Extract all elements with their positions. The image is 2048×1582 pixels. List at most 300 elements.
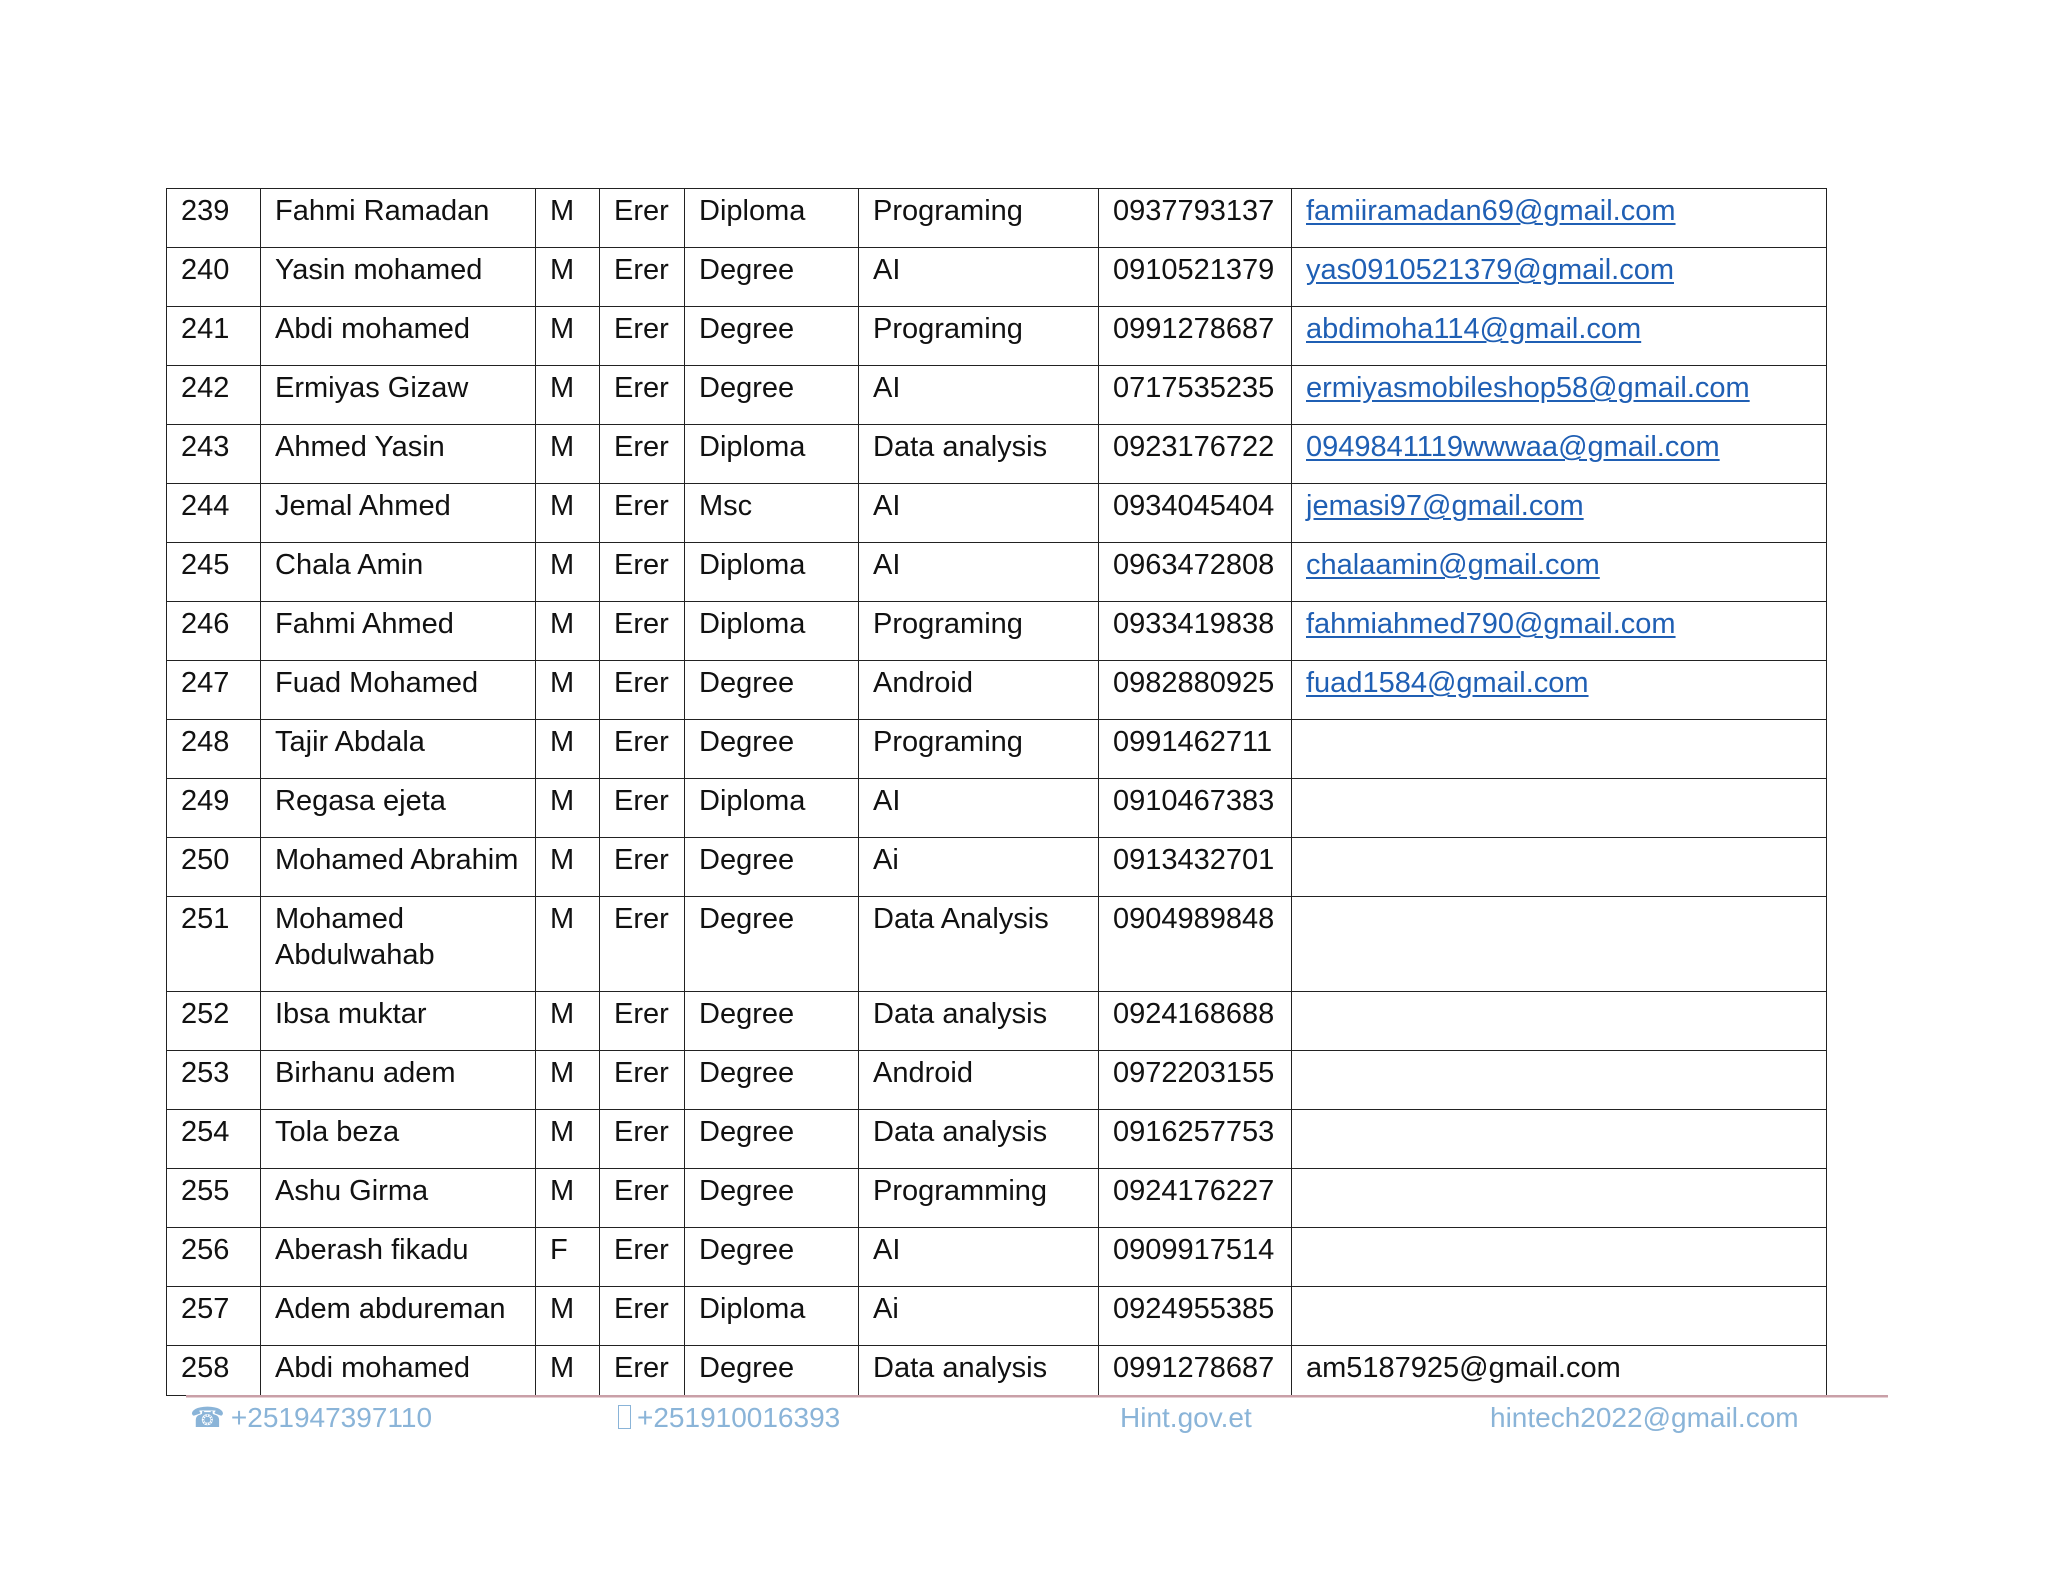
name-cell (261, 425, 536, 484)
phone-text: 0991278687 (1113, 1352, 1275, 1384)
name-text: Tajir Abdala (275, 726, 425, 758)
sex-cell (536, 307, 600, 366)
phone-cell (1099, 1169, 1292, 1228)
field-text: Programing (873, 726, 1023, 758)
row-number-text: 254 (181, 1116, 230, 1148)
sex-text: M (550, 372, 575, 404)
education-level-cell (685, 779, 859, 838)
location-text: Erer (614, 431, 669, 463)
sex-text: M (550, 903, 575, 935)
table-row (167, 992, 1827, 1051)
sex-text: M (550, 844, 575, 876)
location-cell (600, 720, 685, 779)
email-link[interactable]: 0949841119wwwaa@gmail.com (1306, 431, 1720, 463)
table-row (167, 897, 1827, 992)
row-number-cell (167, 366, 261, 425)
location-text: Erer (614, 1057, 669, 1089)
row-number-text: 247 (181, 667, 230, 699)
table-row (167, 602, 1827, 661)
location-text: Erer (614, 372, 669, 404)
table-row (167, 1110, 1827, 1169)
table-row (167, 484, 1827, 543)
education-level-text: Degree (699, 998, 795, 1030)
sex-cell (536, 1287, 600, 1346)
phone-cell (1099, 602, 1292, 661)
email-cell (1292, 1346, 1827, 1396)
phone-cell (1099, 366, 1292, 425)
education-level-text: Degree (699, 1057, 795, 1089)
location-cell (600, 1228, 685, 1287)
name-text: Chala Amin (275, 549, 424, 581)
mobile-phone-icon (618, 1405, 631, 1429)
field-cell (859, 779, 1099, 838)
education-level-text: Diploma (699, 431, 806, 463)
sex-cell (536, 366, 600, 425)
table-row (167, 838, 1827, 897)
sex-text: M (550, 1116, 575, 1148)
location-cell (600, 307, 685, 366)
phone-cell (1099, 661, 1292, 720)
location-text: Erer (614, 254, 669, 286)
phone-text: 0982880925 (1113, 667, 1275, 699)
name-text: Abdi mohamed (275, 313, 471, 345)
row-number-cell (167, 543, 261, 602)
education-level-cell (685, 661, 859, 720)
phone-text: 0910467383 (1113, 785, 1275, 817)
education-level-cell (685, 1169, 859, 1228)
row-number-text: 244 (181, 490, 230, 522)
location-text: Erer (614, 667, 669, 699)
field-text: Programing (873, 313, 1023, 345)
email-link[interactable]: fuad1584@gmail.com (1306, 667, 1589, 699)
location-cell (600, 484, 685, 543)
row-number-text: 253 (181, 1057, 230, 1089)
name-text: Adem abdureman (275, 1293, 506, 1325)
email-link[interactable]: chalaamin@gmail.com (1306, 549, 1600, 581)
location-text: Erer (614, 1352, 669, 1384)
name-text: Birhanu adem (275, 1057, 456, 1089)
telephone-icon: ☎ (190, 1402, 225, 1433)
field-text: Programming (873, 1175, 1048, 1207)
field-text: AI (873, 1234, 901, 1266)
education-level-text: Diploma (699, 195, 806, 227)
footer-email[interactable] (1490, 1398, 1799, 1438)
row-number-cell (167, 602, 261, 661)
sex-cell (536, 720, 600, 779)
location-cell (600, 661, 685, 720)
education-level-text: Diploma (699, 1293, 806, 1325)
field-text: Data analysis (873, 1352, 1048, 1384)
location-cell (600, 1051, 685, 1110)
email-cell (1292, 992, 1827, 1051)
name-cell (261, 484, 536, 543)
field-cell (859, 1287, 1099, 1346)
name-text: Mohamed Abdulwahab (275, 903, 435, 971)
email-text: am5187925@gmail.com (1306, 1352, 1621, 1384)
phone-text: 0923176722 (1113, 431, 1275, 463)
sex-text: M (550, 195, 575, 227)
name-text: Yasin mohamed (275, 254, 483, 286)
footer-email-text: hintech2022@gmail.com (1490, 1402, 1799, 1433)
phone-cell (1099, 720, 1292, 779)
row-number-cell (167, 838, 261, 897)
sex-cell (536, 1169, 600, 1228)
phone-cell (1099, 543, 1292, 602)
name-cell (261, 307, 536, 366)
email-cell (1292, 897, 1827, 992)
education-level-text: Degree (699, 1116, 795, 1148)
table-row (167, 661, 1827, 720)
sex-text: M (550, 1057, 575, 1089)
name-cell (261, 838, 536, 897)
education-level-cell (685, 484, 859, 543)
row-number-text: 250 (181, 844, 230, 876)
footer-phone-primary (190, 1398, 432, 1438)
row-number-cell (167, 992, 261, 1051)
sex-text: M (550, 254, 575, 286)
sex-cell (536, 543, 600, 602)
education-level-text: Degree (699, 1352, 795, 1384)
sex-cell (536, 248, 600, 307)
table-row (167, 1228, 1827, 1287)
phone-cell (1099, 248, 1292, 307)
phone-cell (1099, 484, 1292, 543)
education-level-cell (685, 1110, 859, 1169)
name-cell (261, 897, 536, 992)
footer-phone-primary-text: +251947397110 (230, 1402, 433, 1433)
footer-website[interactable] (1120, 1398, 1252, 1438)
phone-text: 0924176227 (1113, 1175, 1275, 1207)
email-link[interactable]: ermiyasmobileshop58@gmail.com (1306, 372, 1750, 404)
field-text: AI (873, 372, 901, 404)
phone-text: 0934045404 (1113, 490, 1275, 522)
location-text: Erer (614, 726, 669, 758)
education-level-text: Degree (699, 667, 795, 699)
name-text: Regasa ejeta (275, 785, 446, 817)
sex-cell (536, 1051, 600, 1110)
name-cell (261, 1051, 536, 1110)
education-level-text: Diploma (699, 549, 806, 581)
sex-cell (536, 897, 600, 992)
sex-text: M (550, 667, 575, 699)
education-level-cell (685, 543, 859, 602)
field-cell (859, 897, 1099, 992)
row-number-cell (167, 897, 261, 992)
education-level-cell (685, 720, 859, 779)
row-number-cell (167, 425, 261, 484)
location-cell (600, 838, 685, 897)
name-text: Ibsa muktar (275, 998, 427, 1030)
phone-text: 0991278687 (1113, 313, 1275, 345)
row-number-text: 242 (181, 372, 230, 404)
sex-cell (536, 189, 600, 248)
location-cell (600, 1346, 685, 1396)
name-text: Ermiyas Gizaw (275, 372, 469, 404)
row-number-cell (167, 720, 261, 779)
name-cell (261, 1110, 536, 1169)
name-cell (261, 779, 536, 838)
education-level-cell (685, 366, 859, 425)
field-cell (859, 661, 1099, 720)
row-number-text: 256 (181, 1234, 230, 1266)
name-cell (261, 1287, 536, 1346)
field-text: Data analysis (873, 431, 1048, 463)
sex-cell (536, 992, 600, 1051)
row-number-text: 257 (181, 1293, 230, 1325)
education-level-cell (685, 897, 859, 992)
field-cell (859, 484, 1099, 543)
row-number-text: 241 (181, 313, 230, 345)
phone-text: 0972203155 (1113, 1057, 1275, 1089)
email-link[interactable]: famiiramadan69@gmail.com (1306, 195, 1676, 227)
education-level-text: Degree (699, 1175, 795, 1207)
table-row (167, 779, 1827, 838)
name-cell (261, 366, 536, 425)
location-text: Erer (614, 1116, 669, 1148)
sex-text: M (550, 1352, 575, 1384)
email-cell (1292, 779, 1827, 838)
row-number-cell (167, 1228, 261, 1287)
row-number-cell (167, 1110, 261, 1169)
trainee-table (166, 188, 1827, 1396)
email-cell (1292, 838, 1827, 897)
phone-cell (1099, 425, 1292, 484)
phone-text: 0933419838 (1113, 608, 1275, 640)
row-number-text: 245 (181, 549, 230, 581)
email-link[interactable]: abdimoha114@gmail.com (1306, 313, 1642, 345)
phone-cell (1099, 1346, 1292, 1396)
sex-cell (536, 1228, 600, 1287)
phone-text: 0963472808 (1113, 549, 1275, 581)
education-level-text: Degree (699, 313, 795, 345)
table-row (167, 1346, 1827, 1396)
table-row (167, 1051, 1827, 1110)
sex-text: M (550, 785, 575, 817)
field-text: AI (873, 785, 901, 817)
row-number-text: 249 (181, 785, 230, 817)
phone-text: 0916257753 (1113, 1116, 1275, 1148)
name-text: Fahmi Ramadan (275, 195, 490, 227)
row-number-cell (167, 307, 261, 366)
name-text: Ahmed Yasin (275, 431, 445, 463)
table-row (167, 1169, 1827, 1228)
location-cell (600, 1110, 685, 1169)
field-text: Programing (873, 608, 1023, 640)
email-cell (1292, 1228, 1827, 1287)
row-number-cell (167, 1051, 261, 1110)
location-cell (600, 1169, 685, 1228)
table-row (167, 366, 1827, 425)
row-number-text: 243 (181, 431, 230, 463)
phone-cell (1099, 1287, 1292, 1346)
email-cell (1292, 543, 1827, 602)
field-cell (859, 720, 1099, 779)
field-text: Programing (873, 195, 1023, 227)
phone-cell (1099, 992, 1292, 1051)
education-level-cell (685, 1287, 859, 1346)
email-link[interactable]: yas0910521379@gmail.com (1306, 254, 1674, 286)
row-number-text: 258 (181, 1352, 230, 1384)
location-text: Erer (614, 903, 669, 935)
table-row (167, 307, 1827, 366)
row-number-cell (167, 1169, 261, 1228)
phone-text: 0717535235 (1113, 372, 1275, 404)
table-row (167, 543, 1827, 602)
sex-text: M (550, 1175, 575, 1207)
location-text: Erer (614, 1234, 669, 1266)
name-cell (261, 248, 536, 307)
location-cell (600, 543, 685, 602)
name-cell (261, 1169, 536, 1228)
email-cell (1292, 602, 1827, 661)
name-text: Abdi mohamed (275, 1352, 471, 1384)
row-number-text: 246 (181, 608, 230, 640)
field-text: AI (873, 549, 901, 581)
phone-text: 0991462711 (1113, 726, 1273, 758)
email-cell (1292, 1169, 1827, 1228)
field-cell (859, 1110, 1099, 1169)
email-cell (1292, 248, 1827, 307)
location-cell (600, 602, 685, 661)
email-link[interactable]: fahmiahmed790@gmail.com (1306, 608, 1676, 640)
email-link[interactable]: jemasi97@gmail.com (1306, 490, 1584, 522)
field-cell (859, 602, 1099, 661)
footer-phone-secondary-text: +251910016393 (637, 1402, 841, 1433)
sex-cell (536, 425, 600, 484)
education-level-text: Degree (699, 372, 795, 404)
row-number-cell (167, 661, 261, 720)
phone-text: 0937793137 (1113, 195, 1275, 227)
location-cell (600, 189, 685, 248)
trainee-table-body (167, 189, 1827, 1396)
location-text: Erer (614, 998, 669, 1030)
location-cell (600, 897, 685, 992)
phone-cell (1099, 838, 1292, 897)
education-level-cell (685, 425, 859, 484)
name-text: Jemal Ahmed (275, 490, 451, 522)
phone-cell (1099, 1110, 1292, 1169)
row-number-text: 239 (181, 195, 230, 227)
education-level-cell (685, 602, 859, 661)
education-level-cell (685, 307, 859, 366)
education-level-text: Degree (699, 726, 795, 758)
row-number-text: 240 (181, 254, 230, 286)
education-level-cell (685, 1051, 859, 1110)
field-text: Ai (873, 844, 899, 876)
phone-cell (1099, 897, 1292, 992)
field-cell (859, 1346, 1099, 1396)
sex-text: M (550, 998, 575, 1030)
sex-text: M (550, 726, 575, 758)
name-cell (261, 720, 536, 779)
row-number-cell (167, 189, 261, 248)
sex-text: M (550, 608, 575, 640)
phone-cell (1099, 1051, 1292, 1110)
row-number-cell (167, 1287, 261, 1346)
sex-text: F (550, 1234, 568, 1266)
sex-cell (536, 838, 600, 897)
education-level-cell (685, 248, 859, 307)
email-cell (1292, 484, 1827, 543)
footer-website-text: Hint.gov.et (1120, 1402, 1252, 1433)
sex-cell (536, 602, 600, 661)
education-level-cell (685, 189, 859, 248)
location-cell (600, 779, 685, 838)
sex-cell (536, 1110, 600, 1169)
location-text: Erer (614, 549, 669, 581)
location-text: Erer (614, 1293, 669, 1325)
field-cell (859, 543, 1099, 602)
phone-text: 0910521379 (1113, 254, 1275, 286)
row-number-text: 248 (181, 726, 230, 758)
field-cell (859, 838, 1099, 897)
field-cell (859, 992, 1099, 1051)
field-text: Data Analysis (873, 903, 1049, 935)
field-text: Android (873, 1057, 973, 1089)
education-level-text: Degree (699, 903, 795, 935)
email-cell (1292, 1110, 1827, 1169)
row-number-cell (167, 484, 261, 543)
field-text: AI (873, 490, 901, 522)
row-number-cell (167, 1346, 261, 1396)
location-cell (600, 425, 685, 484)
footer-phone-secondary (618, 1398, 840, 1438)
education-level-cell (685, 1346, 859, 1396)
name-cell (261, 602, 536, 661)
location-cell (600, 248, 685, 307)
name-text: Fahmi Ahmed (275, 608, 454, 640)
field-cell (859, 1228, 1099, 1287)
name-cell (261, 1228, 536, 1287)
education-level-text: Degree (699, 254, 795, 286)
field-text: Data analysis (873, 1116, 1048, 1148)
field-cell (859, 1169, 1099, 1228)
name-cell (261, 661, 536, 720)
field-text: Android (873, 667, 973, 699)
email-cell (1292, 1051, 1827, 1110)
sex-text: M (550, 490, 575, 522)
field-cell (859, 366, 1099, 425)
table-row (167, 720, 1827, 779)
location-text: Erer (614, 313, 669, 345)
phone-text: 0909917514 (1113, 1234, 1275, 1266)
education-level-cell (685, 838, 859, 897)
email-cell (1292, 425, 1827, 484)
education-level-text: Degree (699, 844, 795, 876)
phone-cell (1099, 1228, 1292, 1287)
location-text: Erer (614, 195, 669, 227)
phone-cell (1099, 779, 1292, 838)
email-cell (1292, 189, 1827, 248)
field-text: Data analysis (873, 998, 1048, 1030)
location-text: Erer (614, 1175, 669, 1207)
field-cell (859, 1051, 1099, 1110)
location-text: Erer (614, 844, 669, 876)
name-text: Aberash fikadu (275, 1234, 469, 1266)
education-level-cell (685, 992, 859, 1051)
phone-text: 0904989848 (1113, 903, 1275, 935)
table-row (167, 425, 1827, 484)
name-cell (261, 992, 536, 1051)
row-number-cell (167, 779, 261, 838)
education-level-text: Diploma (699, 608, 806, 640)
sex-text: M (550, 431, 575, 463)
phone-text: 0924168688 (1113, 998, 1275, 1030)
email-cell (1292, 720, 1827, 779)
location-text: Erer (614, 490, 669, 522)
email-cell (1292, 366, 1827, 425)
sex-cell (536, 1346, 600, 1396)
